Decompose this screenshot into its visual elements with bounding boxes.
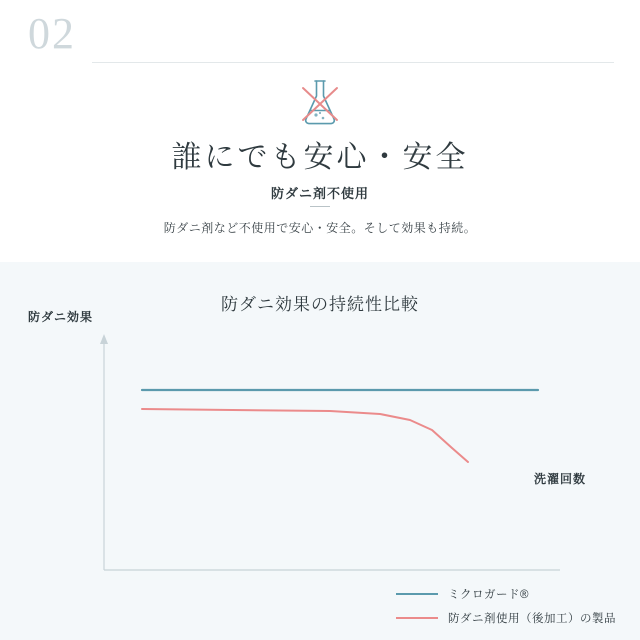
page-title: 誰にでも安心・安全: [171, 141, 469, 174]
legend-label: 防ダニ剤使用（後加工）の製品: [448, 613, 616, 625]
text-divider: [310, 206, 330, 207]
chart-panel: [0, 262, 640, 640]
chart-legend: [396, 582, 632, 630]
y-axis-label: 防ダニ効果: [28, 310, 94, 324]
lead-text: 防ダニ剤など不使用で安心・安全。そして効果も持続。: [163, 221, 477, 235]
legend-item: [396, 582, 632, 606]
header-divider: [92, 62, 614, 63]
legend-swatch-teal: [396, 593, 438, 595]
x-axis-label: 洗濯回数: [533, 472, 587, 486]
legend-swatch-pink: [396, 617, 438, 619]
section-number: 02: [28, 9, 76, 58]
legend-item: [396, 606, 632, 630]
legend-label: ミクロガード®: [448, 589, 529, 601]
series-line-treated: [142, 409, 468, 462]
subheading: 防ダニ剤不使用: [270, 186, 369, 201]
chart-title: 防ダニ効果の持続性比較: [221, 295, 419, 314]
flask-crossed-out-icon: [0, 74, 640, 130]
